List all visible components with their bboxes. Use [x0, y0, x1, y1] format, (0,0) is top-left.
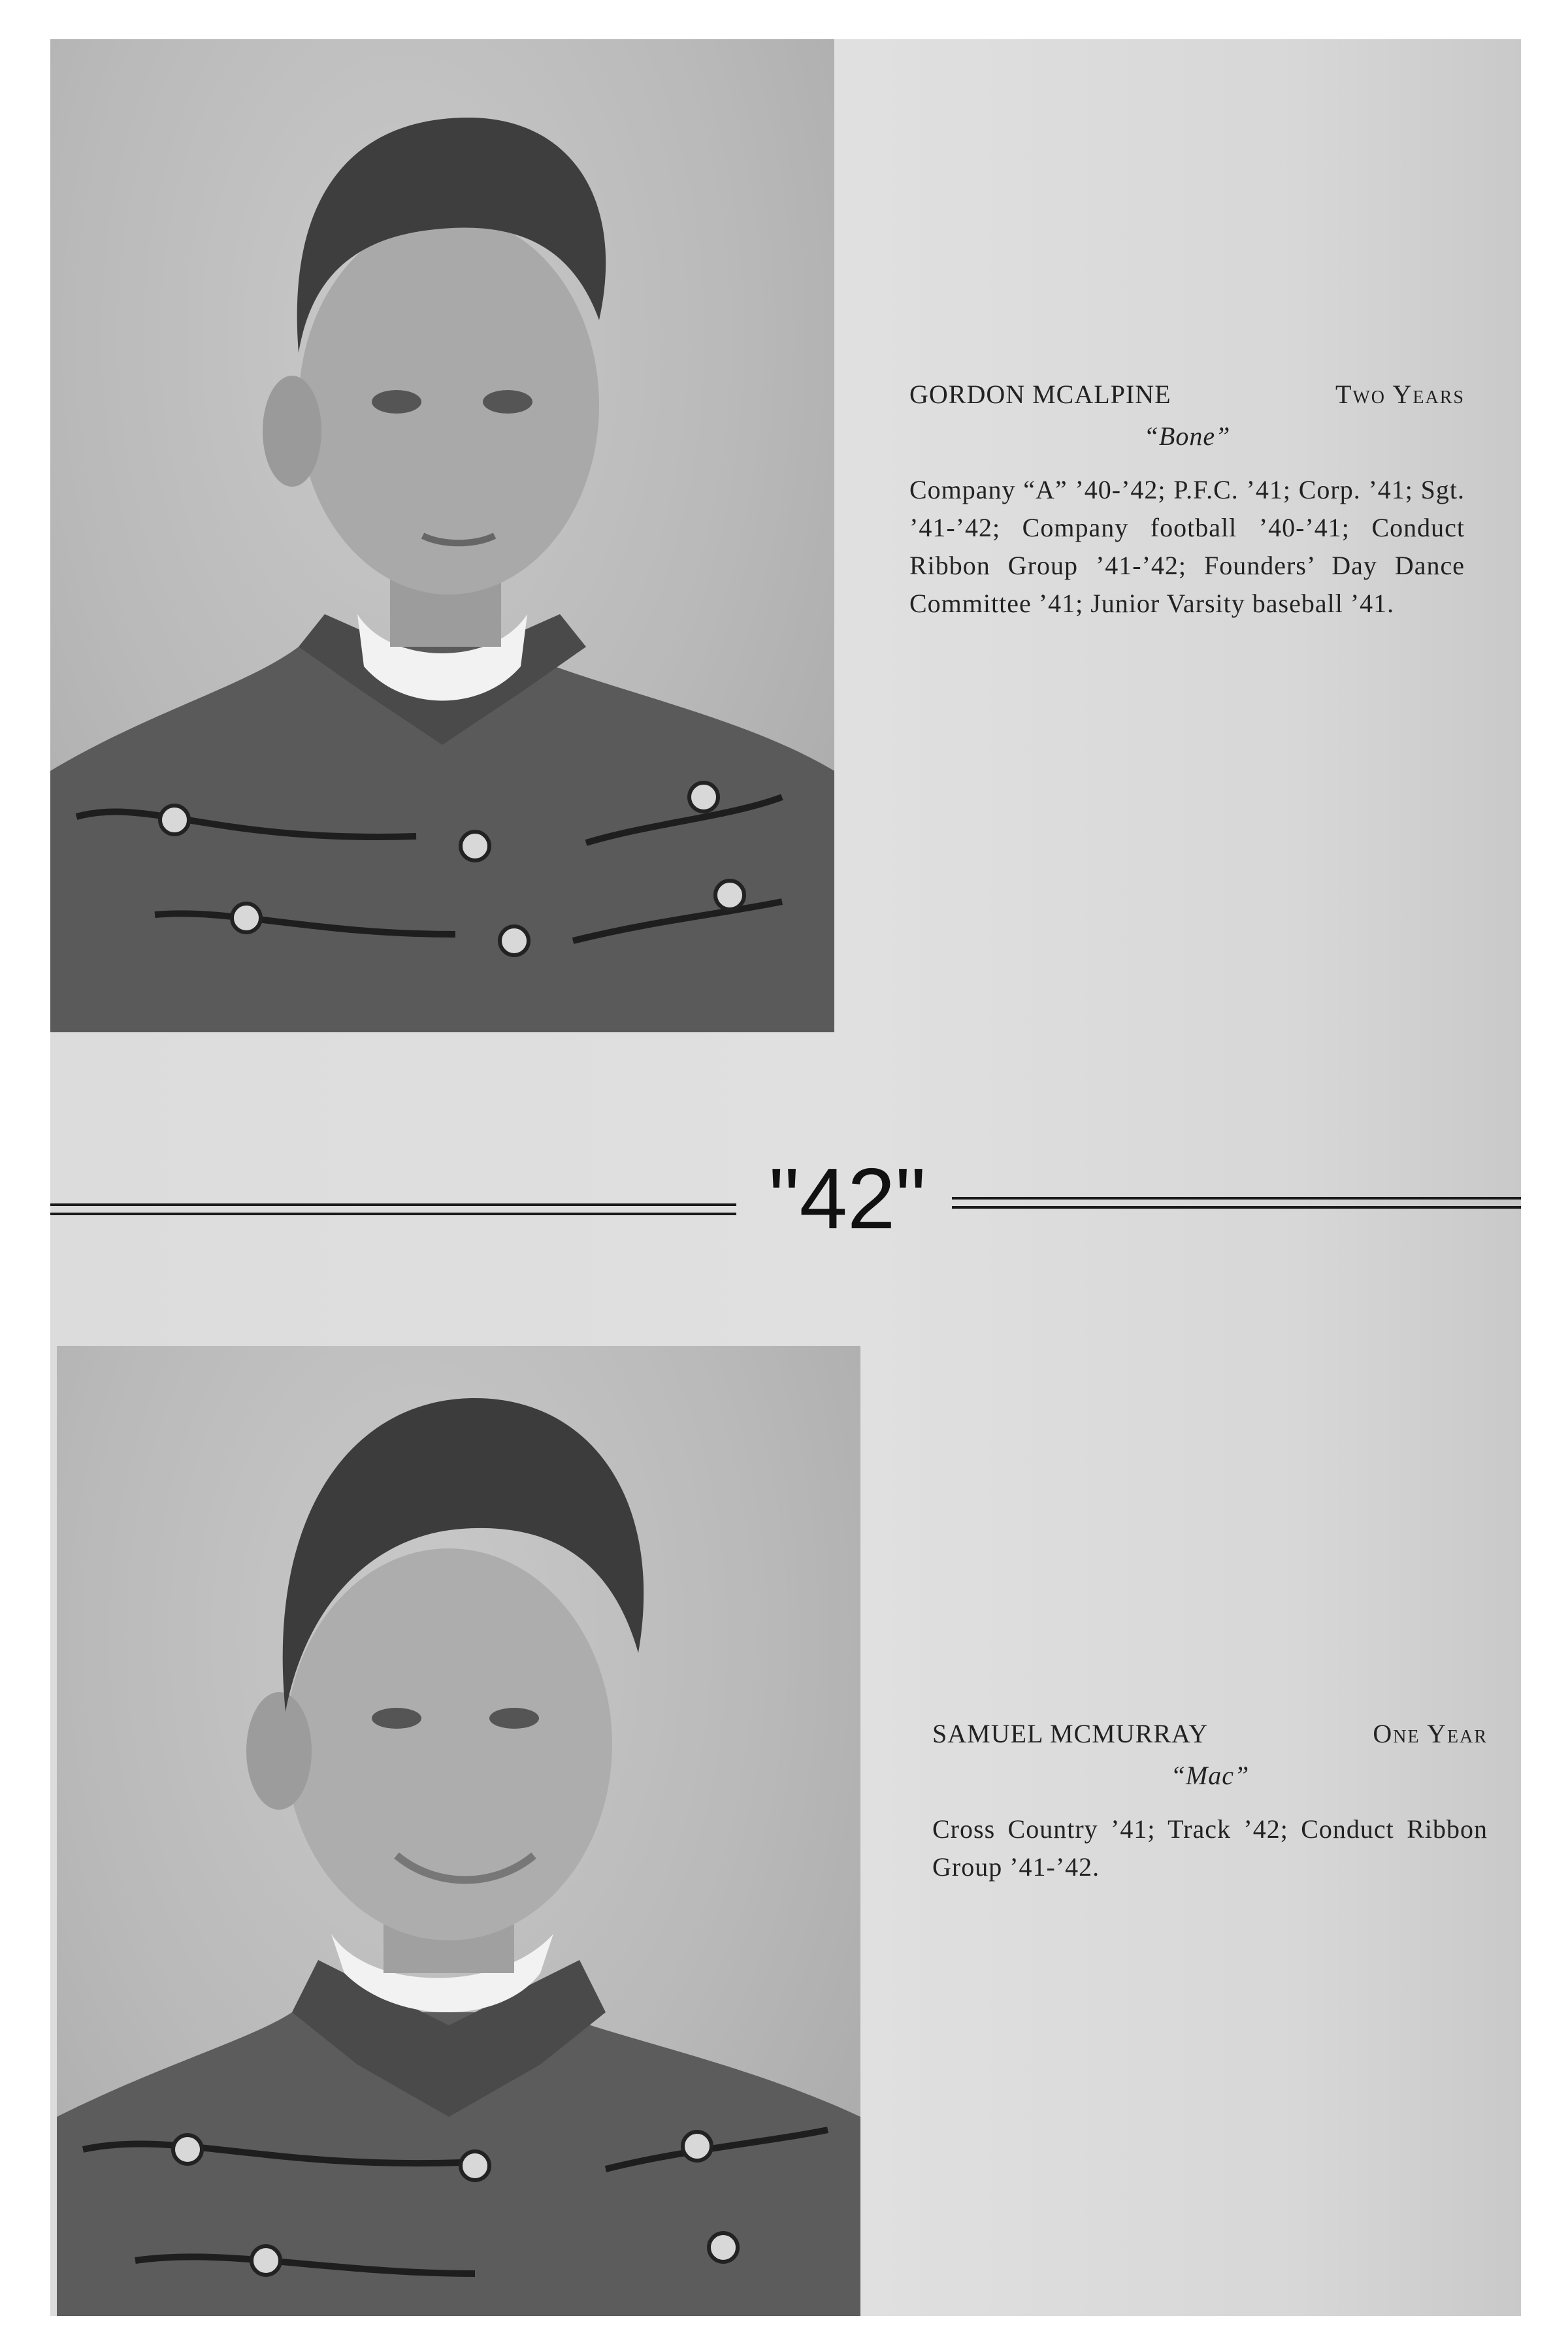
class-year-label: "42"	[768, 1151, 926, 1247]
bio-header	[909, 379, 1465, 418]
bio-entry-2	[932, 1718, 1488, 1886]
double-rule-left	[50, 1203, 736, 1218]
portrait-illustration	[57, 1346, 860, 2316]
double-rule-right	[952, 1197, 1521, 1211]
cadet-name: GORDON MCALPINE	[909, 380, 1171, 409]
bio-header	[932, 1718, 1488, 1757]
class-year-divider	[50, 1150, 1521, 1247]
years-attended: Two Years	[1335, 380, 1465, 409]
bio-entry-1	[909, 379, 1465, 623]
portrait-photo-samuel-mcmurray	[57, 1346, 860, 2316]
activity-record: Company “A” ’40-’42; P.F.C. ’41; Corp. ’41; Sgt. ’41-’42; Company football ’40-’41; Conduct Ribbon Group ’41-’42; Founders’ Day Dance Committee ’41; Junior Varsity baseball ’41.	[909, 475, 1465, 618]
years-attended: One Year	[1373, 1719, 1488, 1748]
portrait-illustration	[50, 39, 834, 1032]
activity-record: Cross Country ’41; Track ’42; Conduct Ribbon Group ’41-’42.	[932, 1814, 1488, 1882]
cadet-name: SAMUEL MCMURRAY	[932, 1719, 1209, 1748]
nickname: “Bone”	[1143, 421, 1231, 451]
portrait-photo-gordon-mcalpine	[50, 39, 834, 1032]
yearbook-page	[50, 39, 1521, 2316]
nickname: “Mac”	[1170, 1761, 1250, 1790]
